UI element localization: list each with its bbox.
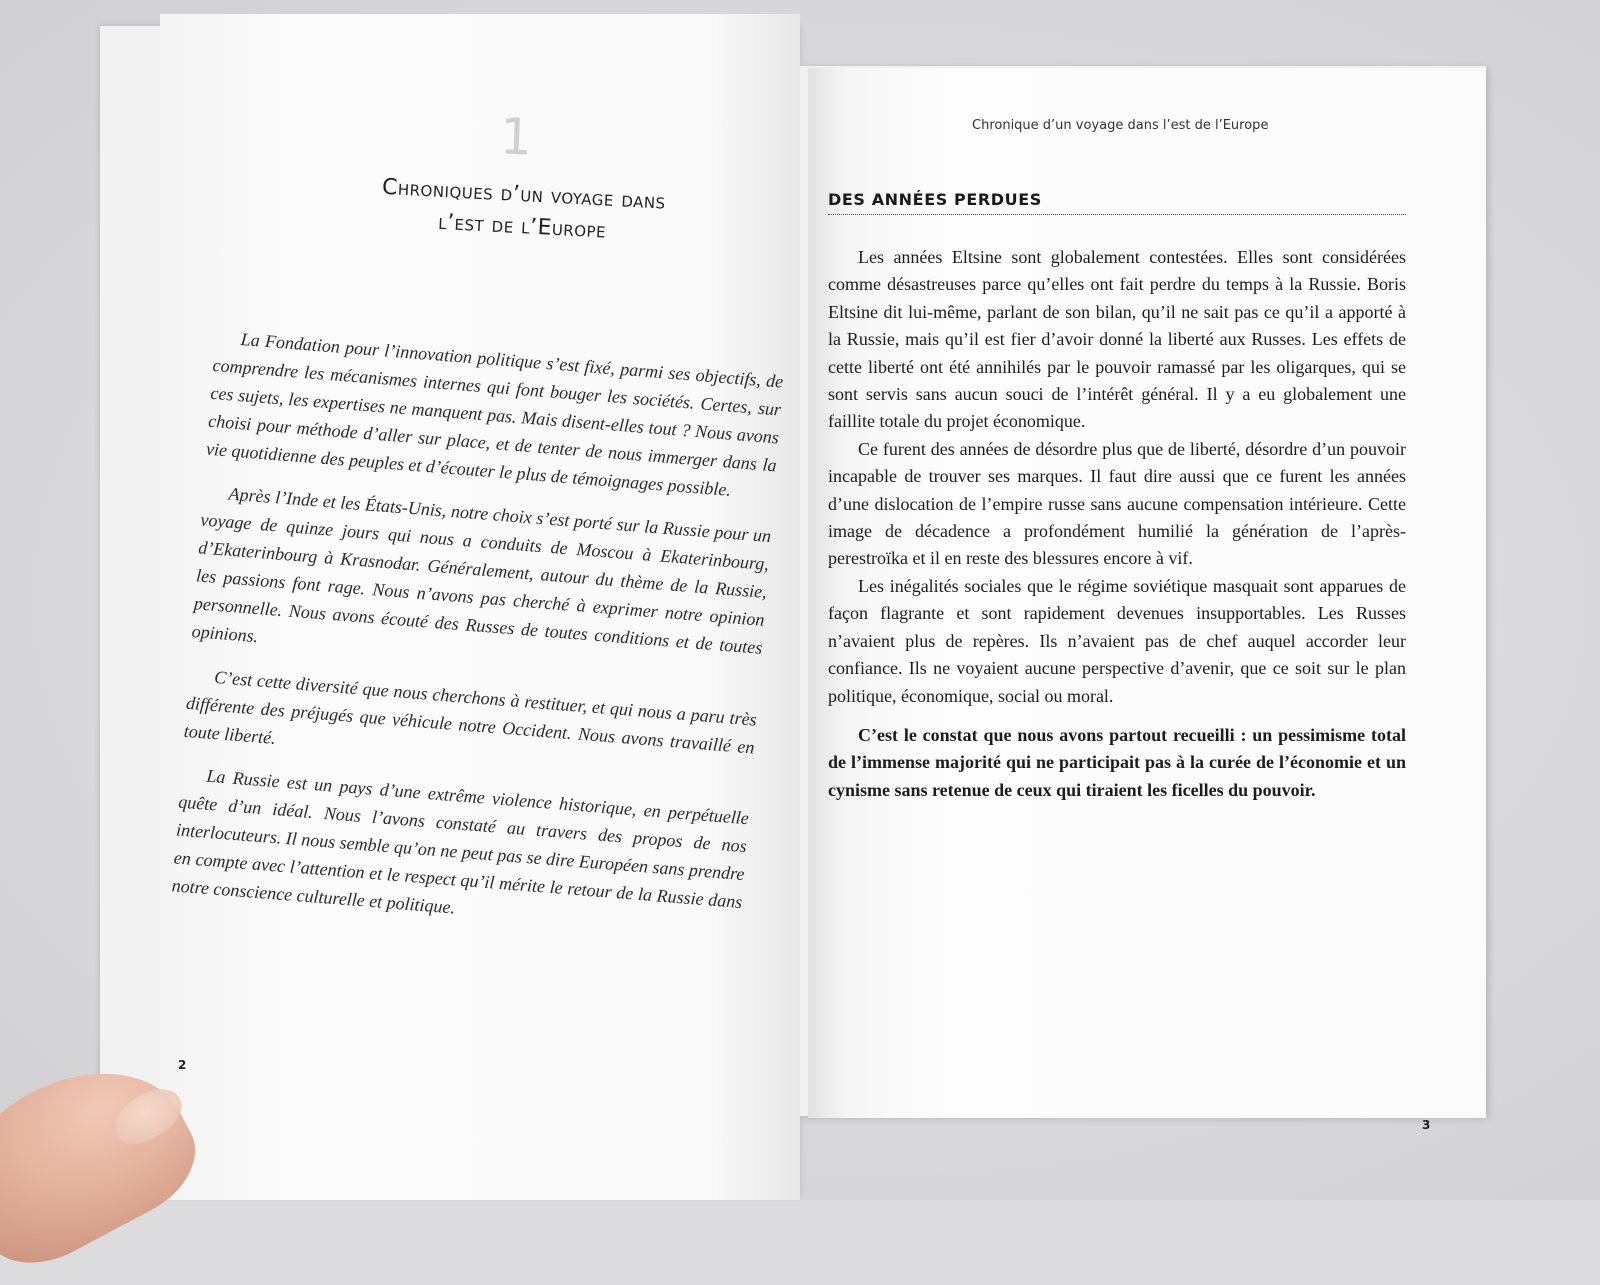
bold-summary-paragraph: C’est le constat que nous avons partout recueilli : un pessimisme total de l’immense majorité qui ne participait pas à la curée de l’économie et un cynisme sans retenue de ceux qui tiraient les ficelles du pouvoir. <box>828 724 1406 800</box>
chapter-title-line-1: Chroniques d’un voyage dans <box>381 174 667 215</box>
intro-paragraph: C’est cette diversité que nous cherchons à restituer, et qui nous a paru très différente des préjugés que véhicule notre Occident. Nous avons travaillé en toute liberté. <box>183 666 758 758</box>
intro-paragraph: La Russie est un pays d’une extrême violence historique, en perpétuelle quête d’un idéal. Nous l’avons constaté au travers des propos de nos interlocuteurs. Il nous semble qu’on ne peut pas se dire Européen sans prendre en compte avec l’attention et le respect qu’il mérite le retour de la Russie dans notre conscience culturelle et politique. <box>171 766 750 918</box>
intro-paragraph: La Fondation pour l’innovation politique s’est fixé, parmi ses objectifs, de comprendre les mécanismes internes qui font bouger les sociétés. Certes, sur ces sujets, les expertises ne manquent pas. Mais disent-elles tout ? Nous avons choisi pour méthode d’aller sur place, et de tenter de nous immerger dans la vie quotidienne des peuples et d’écouter le plus de témoignages possible. <box>205 329 785 500</box>
chapter-title-line-2: l’est de l’Europe <box>437 209 607 244</box>
body-paragraph: Les années Eltsine sont globalement contestées. Elles sont considérées comme désastreuses parce qu’elles ont fait perdre du temps à la Russie. Boris Eltsine dit lui-même, parlant de son bilan, qu’il ne sait pas ce qu’il a apporté à la Russie, mais qu’il est fier d’avoir donné la liberté aux Russes. Les effets de cette liberté ont été annihilés par le pouvoir ramassé par les oligarques, qui se sont servis sans aucun souci de l’intérêt général. Il y a eu globalement une faillite totale du projet économique. <box>828 247 1406 432</box>
chapter-introduction <box>169 324 784 961</box>
running-head: Chronique d’un voyage dans l’est de l’Europe <box>972 118 1269 133</box>
right-page-number: 3 <box>1422 1118 1431 1132</box>
intro-paragraph: Après l’Inde et les États-Unis, notre choix s’est porté sur la Russie pour un voyage de quinze jours qui nous a conduits de Moscou à Ekaterinbourg, d’Ekaterinbourg à Krasnodar. Généralement, autour du thème de la Russie, les passions font rage. Nous n’avons pas cherché à exprimer notre opinion personnelle. Nous avons écouté des Russes de toutes conditions et de toutes opinions. <box>191 484 772 658</box>
left-page-number: 2 <box>178 1058 187 1072</box>
section-body <box>828 244 1406 804</box>
section-title: DES ANNÉES PERDUES <box>828 190 1406 215</box>
body-paragraph: Ce furent des années de désordre plus que de liberté, désordre d’un pouvoir incapable de trouver ses marques. Il faut dire aussi que ce furent les années d’une dislocation de l’empire russe sans aucune compensation intérieure. Cette image de décadence a profondément humilié la génération de l’après-perestroïka et il en reste des blessures encore à vif. <box>828 438 1406 569</box>
body-paragraph: Les inégalités sociales que le régime soviétique masquait sont apparues de façon flagrante et sont rapidement devenues insupportables. Les Russes n’avaient plus de repères. Ils n’avaient pas de chef auquel accorder leur confiance. Ils ne voyaient aucune perspective d’avenir, que ce soit sur le plan politique, économique, social ou moral. <box>828 575 1406 706</box>
chapter-number: 1 <box>498 107 533 167</box>
